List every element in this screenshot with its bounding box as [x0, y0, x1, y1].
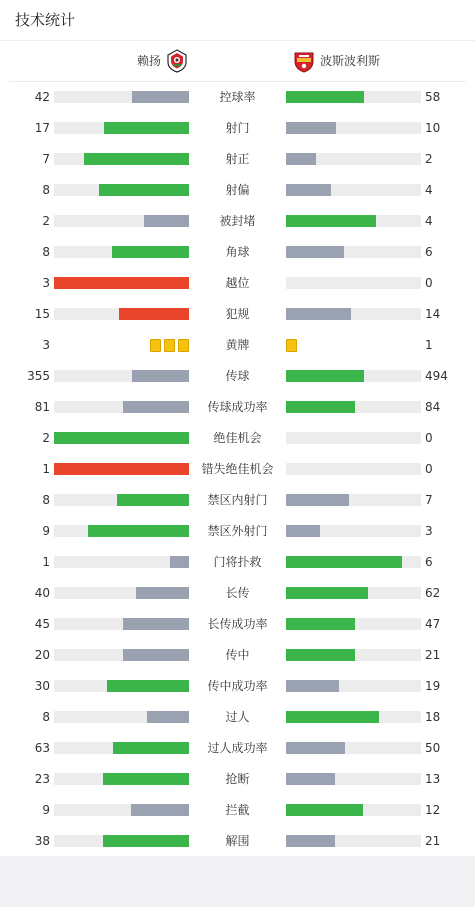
home-stat-value: 63 — [34, 741, 50, 755]
away-stat-value: 4 — [425, 214, 433, 228]
away-stat-bar-fill — [286, 308, 351, 320]
away-stat-value: 7 — [425, 493, 433, 507]
home-stat-bar-fill — [104, 122, 189, 134]
home-stat-bar — [54, 804, 189, 816]
home-stat-value: 7 — [42, 152, 50, 166]
stat-row — [0, 578, 475, 609]
stat-label: 抢断 — [225, 772, 250, 786]
home-stat-bar — [54, 370, 189, 382]
stat-label: 传中 — [225, 648, 250, 662]
home-stat-value: 23 — [34, 772, 50, 786]
home-stat-bar — [54, 711, 189, 723]
home-stat-value: 45 — [34, 617, 50, 631]
stat-row — [0, 609, 475, 640]
home-stat-bar — [54, 680, 189, 692]
home-team-crest-icon — [165, 49, 189, 73]
away-stat-bar-fill — [286, 680, 339, 692]
home-stat-bar — [54, 184, 189, 196]
stat-row — [0, 361, 475, 392]
away-stat-value: 10 — [425, 121, 441, 135]
away-stat-value: 0 — [425, 431, 433, 445]
home-stat-value: 38 — [34, 834, 50, 848]
away-stat-value: 6 — [425, 555, 433, 569]
away-stat-bar — [286, 649, 421, 661]
away-stat-value: 19 — [425, 679, 441, 693]
away-stat-value: 0 — [425, 462, 433, 476]
home-stat-value: 2 — [42, 431, 50, 445]
home-stat-bar — [54, 742, 189, 754]
away-stat-value: 14 — [425, 307, 441, 321]
home-stat-value: 20 — [34, 648, 50, 662]
home-yellow-cards — [150, 339, 189, 352]
away-stat-value: 50 — [425, 741, 441, 755]
away-stat-bar-fill — [286, 773, 335, 785]
away-stat-value: 4 — [425, 183, 433, 197]
away-stat-bar-fill — [286, 649, 355, 661]
home-stat-value: 1 — [42, 462, 50, 476]
yellow-card-icon — [286, 339, 297, 352]
home-stat-value: 30 — [34, 679, 50, 693]
away-stat-bar-fill — [286, 246, 344, 258]
stat-label: 控球率 — [219, 90, 256, 104]
home-stat-bar — [54, 525, 189, 537]
stat-label: 越位 — [225, 276, 250, 290]
home-stat-bar — [54, 835, 189, 847]
home-stat-value: 355 — [27, 369, 50, 383]
home-stat-bar-fill — [117, 494, 189, 506]
home-stat-bar-fill — [112, 246, 189, 258]
away-stat-bar — [286, 835, 421, 847]
home-stat-value: 8 — [42, 493, 50, 507]
home-stat-value: 3 — [42, 338, 50, 352]
home-stat-bar-fill — [54, 432, 189, 444]
away-stat-bar — [286, 556, 421, 568]
stat-row — [0, 702, 475, 733]
stat-label: 过人 — [225, 710, 250, 724]
away-stat-value: 494 — [425, 369, 448, 383]
home-stat-value: 8 — [42, 245, 50, 259]
stat-row — [0, 671, 475, 702]
stat-label: 射门 — [225, 121, 250, 135]
home-stat-value: 8 — [42, 710, 50, 724]
home-stat-bar — [54, 277, 189, 289]
home-stat-bar-fill — [123, 649, 189, 661]
away-team-crest-icon — [292, 49, 316, 73]
away-stat-value: 3 — [425, 524, 433, 538]
home-stat-value: 2 — [42, 214, 50, 228]
away-stat-bar — [286, 308, 421, 320]
away-stat-value: 18 — [425, 710, 441, 724]
away-stat-bar — [286, 742, 421, 754]
away-stat-bar-fill — [286, 153, 316, 165]
away-stat-bar — [286, 277, 421, 289]
away-stat-bar — [286, 432, 421, 444]
home-stat-bar-fill — [144, 215, 189, 227]
home-stat-bar-fill — [54, 463, 189, 475]
away-stat-value: 84 — [425, 400, 441, 414]
away-stat-bar — [286, 618, 421, 630]
away-stat-value: 47 — [425, 617, 441, 631]
away-stat-bar-fill — [286, 804, 363, 816]
home-stat-value: 81 — [34, 400, 50, 414]
away-stat-bar — [286, 215, 421, 227]
team-header — [0, 41, 475, 81]
stat-row — [0, 113, 475, 144]
away-stat-bar-fill — [286, 711, 379, 723]
away-stat-value: 1 — [425, 338, 433, 352]
home-stat-bar — [54, 773, 189, 785]
stat-row — [0, 516, 475, 547]
stat-label: 绝佳机会 — [213, 431, 262, 445]
home-stat-bar-fill — [123, 618, 189, 630]
home-stat-value: 3 — [42, 276, 50, 290]
yellow-card-icon — [150, 339, 161, 352]
stat-label: 被封堵 — [219, 214, 256, 228]
home-stat-value: 9 — [42, 524, 50, 538]
yellow-card-icon — [178, 339, 189, 352]
stat-row — [0, 733, 475, 764]
stat-label: 禁区内射门 — [207, 493, 268, 507]
away-stat-bar — [286, 246, 421, 258]
stat-row — [0, 454, 475, 485]
away-stat-bar-fill — [286, 835, 335, 847]
stat-row — [0, 268, 475, 299]
home-stat-bar — [54, 618, 189, 630]
home-stat-bar-fill — [103, 773, 189, 785]
home-stat-bar — [54, 556, 189, 568]
stat-row — [0, 640, 475, 671]
home-stat-bar-fill — [132, 370, 189, 382]
stat-label: 门将扑救 — [213, 555, 262, 569]
away-stat-value: 2 — [425, 152, 433, 166]
home-stat-bar-fill — [99, 184, 189, 196]
stat-label: 传球成功率 — [207, 400, 268, 414]
away-stat-bar — [286, 587, 421, 599]
stat-label: 长传成功率 — [207, 617, 268, 631]
stat-row — [0, 485, 475, 516]
away-stat-bar-fill — [286, 742, 345, 754]
stat-row — [0, 330, 475, 361]
stat-label: 长传 — [225, 586, 250, 600]
home-stat-value: 17 — [34, 121, 50, 135]
stat-row — [0, 82, 475, 113]
home-stat-value: 42 — [34, 90, 50, 104]
home-stat-bar — [54, 215, 189, 227]
stat-row — [0, 206, 475, 237]
stat-row — [0, 423, 475, 454]
away-stat-value: 21 — [425, 648, 441, 662]
yellow-card-icon — [164, 339, 175, 352]
away-stat-bar-fill — [286, 122, 336, 134]
home-stat-bar-fill — [123, 401, 189, 413]
stat-label: 拦截 — [225, 803, 250, 817]
stat-label: 射正 — [225, 152, 250, 166]
away-stat-bar — [286, 401, 421, 413]
away-team[interactable] — [292, 49, 380, 73]
stat-row — [0, 175, 475, 206]
away-stat-value: 13 — [425, 772, 441, 786]
home-stat-bar-fill — [84, 153, 189, 165]
away-stat-bar — [286, 122, 421, 134]
away-stat-bar — [286, 184, 421, 196]
home-stat-bar — [54, 432, 189, 444]
home-stat-bar — [54, 494, 189, 506]
home-stat-value: 1 — [42, 555, 50, 569]
stats-list — [0, 82, 475, 857]
stat-row — [0, 826, 475, 857]
stat-row — [0, 795, 475, 826]
away-stat-bar — [286, 91, 421, 103]
home-stat-bar — [54, 308, 189, 320]
away-stat-bar-fill — [286, 370, 364, 382]
home-stat-value: 8 — [42, 183, 50, 197]
stat-label: 射偏 — [225, 183, 250, 197]
away-stat-bar-fill — [286, 184, 331, 196]
home-stat-bar-fill — [54, 277, 189, 289]
away-stat-bar — [286, 804, 421, 816]
away-stat-bar-fill — [286, 556, 402, 568]
home-stat-bar — [54, 463, 189, 475]
stat-label: 禁区外射门 — [207, 524, 268, 538]
stat-row — [0, 547, 475, 578]
home-stat-bar-fill — [103, 835, 189, 847]
home-stat-bar-fill — [131, 804, 189, 816]
away-stat-bar — [286, 525, 421, 537]
stat-label: 错失绝佳机会 — [201, 462, 274, 476]
away-stat-bar-fill — [286, 618, 355, 630]
home-stat-bar-fill — [107, 680, 189, 692]
home-stat-bar-fill — [147, 711, 189, 723]
away-stat-value: 0 — [425, 276, 433, 290]
home-stat-value: 15 — [34, 307, 50, 321]
stat-label: 角球 — [225, 245, 250, 259]
stat-label: 传中成功率 — [207, 679, 268, 693]
home-stat-bar-fill — [113, 742, 189, 754]
home-stat-bar — [54, 91, 189, 103]
away-stat-bar-fill — [286, 587, 368, 599]
away-stat-bar — [286, 711, 421, 723]
away-team-name: 波斯波利斯 — [320, 54, 381, 68]
home-stat-bar — [54, 401, 189, 413]
home-stat-bar-fill — [119, 308, 189, 320]
away-stat-value: 21 — [425, 834, 441, 848]
home-stat-bar — [54, 153, 189, 165]
stat-row — [0, 237, 475, 268]
away-stat-bar — [286, 680, 421, 692]
stat-label: 黄牌 — [225, 338, 250, 352]
home-stat-bar — [54, 246, 189, 258]
stat-row — [0, 144, 475, 175]
away-stat-value: 58 — [425, 90, 441, 104]
home-stat-bar-fill — [88, 525, 189, 537]
away-stat-bar-fill — [286, 525, 320, 537]
away-stat-bar — [286, 370, 421, 382]
stat-row — [0, 764, 475, 795]
away-stat-bar — [286, 773, 421, 785]
away-stat-bar-fill — [286, 215, 376, 227]
home-stat-bar — [54, 649, 189, 661]
home-stat-value: 9 — [42, 803, 50, 817]
away-stat-bar-fill — [286, 91, 364, 103]
page-title: 技术统计 — [15, 11, 76, 29]
home-team-name: 赖扬 — [136, 54, 161, 68]
home-stat-bar — [54, 587, 189, 599]
stat-label: 过人成功率 — [207, 741, 268, 755]
away-yellow-cards — [286, 339, 297, 352]
home-stat-bar — [54, 122, 189, 134]
home-stat-bar-fill — [170, 556, 189, 568]
home-team[interactable] — [137, 49, 189, 73]
away-stat-bar-fill — [286, 494, 349, 506]
home-stat-bar-fill — [132, 91, 189, 103]
away-stat-bar — [286, 494, 421, 506]
away-stat-bar — [286, 153, 421, 165]
stat-row — [0, 392, 475, 423]
away-stat-value: 12 — [425, 803, 441, 817]
stat-label: 解围 — [225, 834, 250, 848]
home-stat-bar-fill — [136, 587, 189, 599]
stat-label: 犯规 — [225, 307, 250, 321]
away-stat-value: 62 — [425, 586, 441, 600]
away-stat-bar — [286, 463, 421, 475]
stat-label: 传球 — [225, 369, 250, 383]
stat-row — [0, 299, 475, 330]
away-stat-bar-fill — [286, 401, 355, 413]
home-stat-value: 40 — [34, 586, 50, 600]
away-stat-value: 6 — [425, 245, 433, 259]
